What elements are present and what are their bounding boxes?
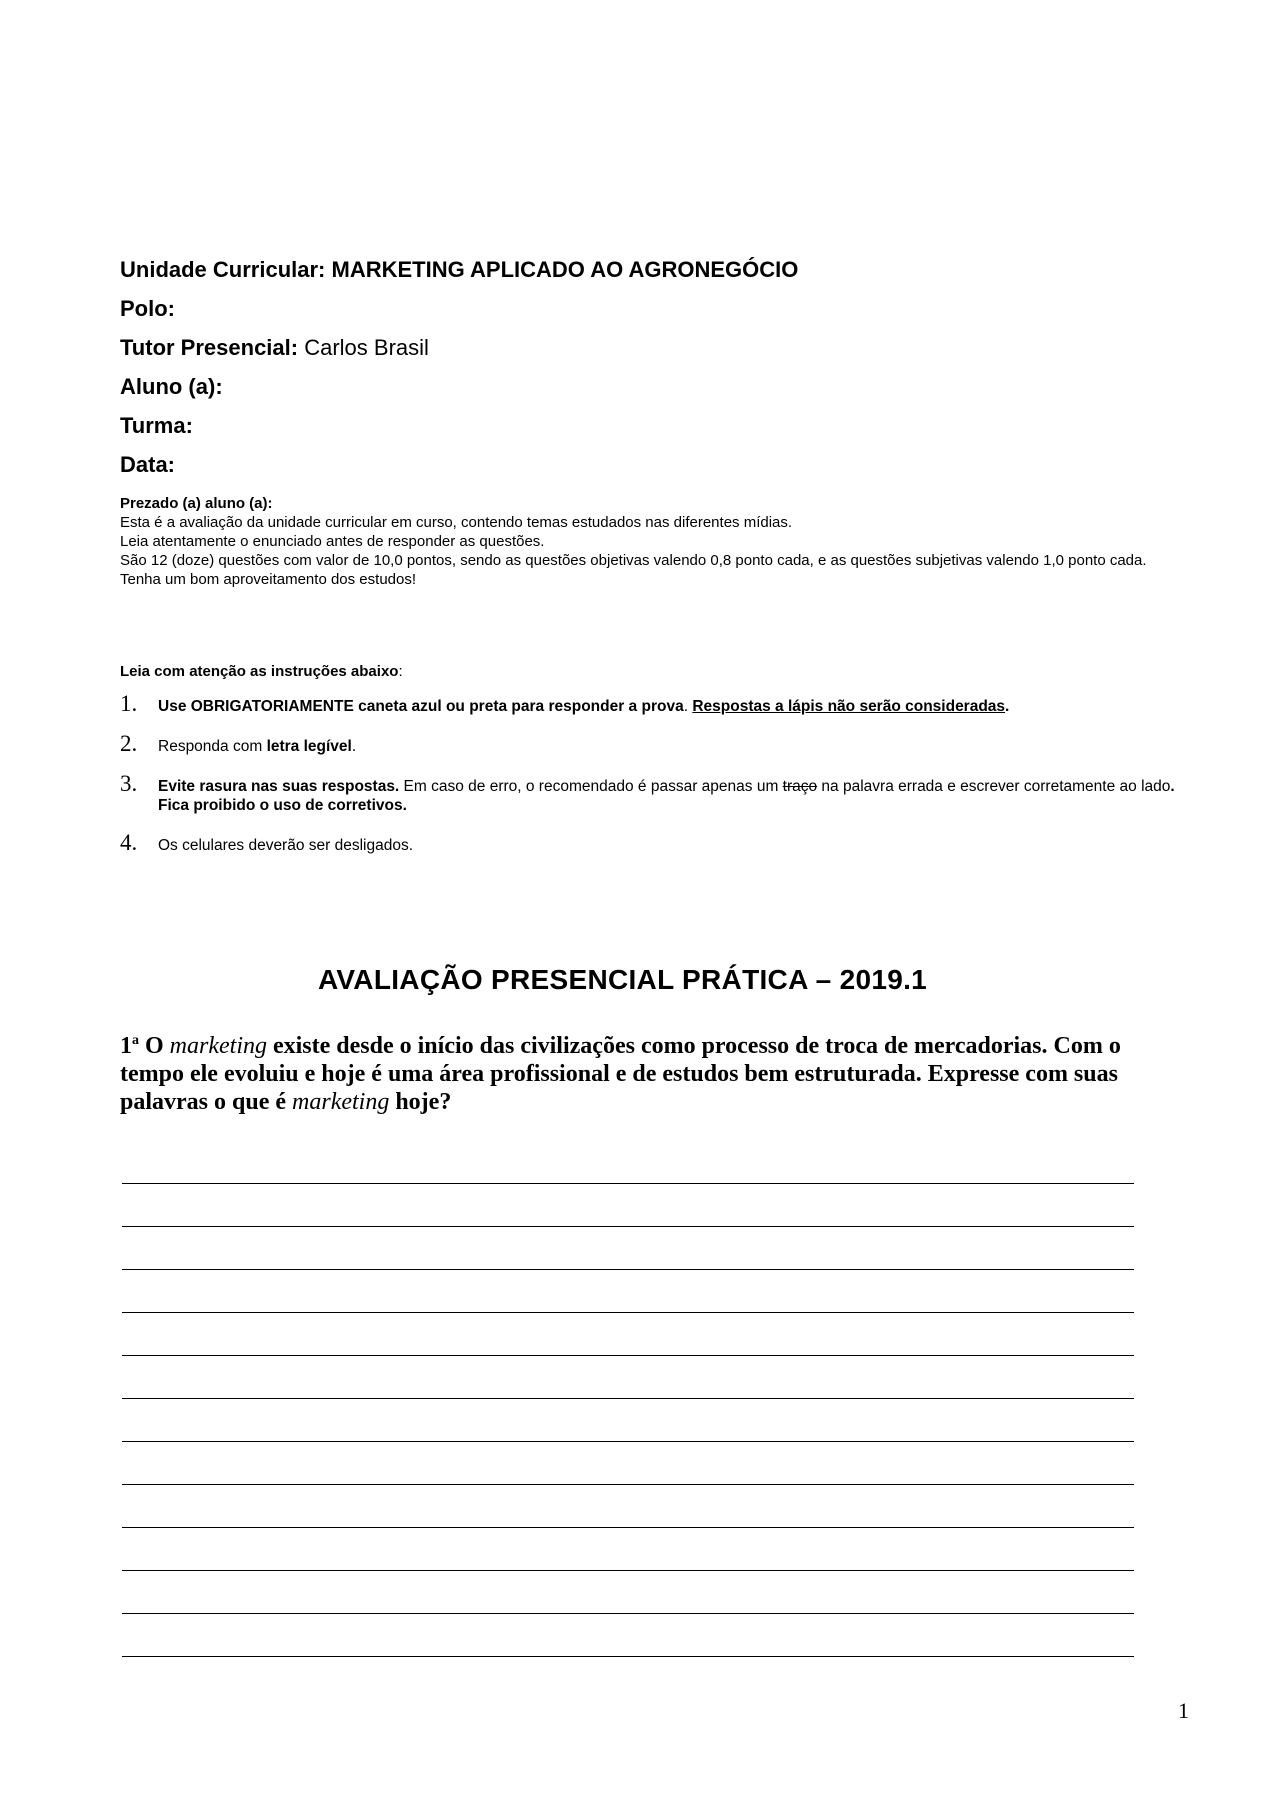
data-line bbox=[120, 445, 1180, 484]
answer-line[interactable] bbox=[122, 1141, 1134, 1184]
instruction-number: 1. bbox=[120, 691, 138, 716]
intro-line: Esta é a avaliação da unidade curricular em curso, contendo temas estudados nas diferentes mídias. bbox=[120, 514, 793, 531]
instruction-underline: Respostas a lápis não serão consideradas bbox=[692, 698, 1006, 715]
instruction-sep: . bbox=[683, 698, 693, 715]
answer-line[interactable] bbox=[122, 1571, 1134, 1614]
instruction-item bbox=[120, 771, 1180, 836]
instruction-bold: . Fica proibido o uso de corretivos. bbox=[158, 778, 1175, 814]
instruction-text: Responda com bbox=[158, 738, 267, 755]
question-number: 1 bbox=[120, 1033, 132, 1059]
answer-line[interactable] bbox=[122, 1270, 1134, 1313]
answer-line[interactable] bbox=[122, 1528, 1134, 1571]
intro-text bbox=[120, 494, 1195, 589]
question-text: hoje? bbox=[389, 1089, 452, 1115]
instruction-end: . bbox=[1005, 698, 1010, 715]
instruction-item bbox=[120, 830, 1180, 866]
answer-line[interactable] bbox=[122, 1313, 1134, 1356]
unit-label: Unidade Curricular: bbox=[120, 257, 326, 282]
instruction-item bbox=[120, 731, 1180, 777]
instructions-title-text: Leia com atenção as instruções abaixo bbox=[120, 663, 399, 680]
instruction-item bbox=[120, 691, 1180, 737]
intro-line: Tenha um bom aproveitamento dos estudos! bbox=[120, 571, 417, 588]
exam-header bbox=[120, 250, 1180, 484]
instruction-number: 4. bbox=[120, 830, 138, 855]
instructions-title-suffix: : bbox=[398, 663, 403, 680]
instruction-end: . bbox=[351, 738, 357, 755]
instruction-text: Os celulares deverão ser desligados. bbox=[158, 837, 414, 854]
turma-line bbox=[120, 406, 1180, 445]
aluno-label: Aluno (a): bbox=[120, 374, 223, 399]
intro-greeting: Prezado (a) aluno (a): bbox=[120, 495, 273, 512]
answer-line[interactable] bbox=[122, 1442, 1134, 1485]
instructions-title bbox=[120, 662, 403, 681]
exam-title: AVALIAÇÃO PRESENCIAL PRÁTICA – 2019.1 bbox=[317, 964, 928, 995]
tutor-label: Tutor Presencial: bbox=[120, 335, 299, 360]
instruction-bold: Evite rasura nas suas respostas. bbox=[158, 778, 400, 795]
instructions-list bbox=[120, 691, 1180, 866]
page-number: 1 bbox=[1178, 1698, 1189, 1723]
instruction-bold: letra legível bbox=[266, 738, 352, 755]
answer-area[interactable] bbox=[122, 1141, 1134, 1657]
aluno-line bbox=[120, 367, 1180, 406]
answer-line[interactable] bbox=[122, 1227, 1134, 1270]
question-text: existe desde o início das civilizações como processo de troca de mercadorias. Com o tempo ele evoluiu e hoje é uma área profissional e de estudos bem estruturada. Expresse com suas palavras o que é bbox=[120, 1033, 1121, 1115]
question-text: O bbox=[139, 1033, 170, 1059]
tutor-line bbox=[120, 328, 1180, 367]
data-label: Data: bbox=[120, 452, 176, 477]
turma-label: Turma: bbox=[120, 413, 193, 438]
answer-line[interactable] bbox=[122, 1356, 1134, 1399]
unit-line bbox=[120, 250, 1180, 289]
polo-line bbox=[120, 289, 1180, 328]
question-italic: marketing bbox=[292, 1089, 390, 1115]
intro-line: São 12 (doze) questões com valor de 10,0 pontos, sendo as questões objetivas valendo 0,8 ponto cada, e as questões subjetivas valendo 1,0 ponto cada. bbox=[120, 552, 1147, 569]
polo-label: Polo: bbox=[120, 296, 175, 321]
intro-line: Leia atentamente o enunciado antes de responder as questões. bbox=[120, 533, 545, 550]
instruction-strike: traço bbox=[782, 778, 818, 795]
answer-line[interactable] bbox=[122, 1485, 1134, 1528]
unit-value: MARKETING APLICADO AO AGRONEGÓCIO bbox=[331, 257, 799, 282]
answer-line[interactable] bbox=[122, 1614, 1134, 1657]
answer-line[interactable] bbox=[122, 1399, 1134, 1442]
tutor-value: Carlos Brasil bbox=[304, 335, 429, 360]
instruction-text: na palavra errada e escrever corretamente ao lado bbox=[817, 778, 1171, 795]
instruction-bold: Use OBRIGATORIAMENTE caneta azul ou preta para responder a prova bbox=[158, 698, 684, 715]
instruction-number: 2. bbox=[120, 731, 138, 756]
instruction-text: Em caso de erro, o recomendado é passar apenas um bbox=[399, 778, 783, 795]
question-1 bbox=[120, 1027, 1190, 1116]
instruction-number: 3. bbox=[120, 771, 138, 796]
answer-line[interactable] bbox=[122, 1184, 1134, 1227]
question-italic: marketing bbox=[169, 1033, 267, 1059]
question-ordinal: a bbox=[132, 1033, 139, 1048]
